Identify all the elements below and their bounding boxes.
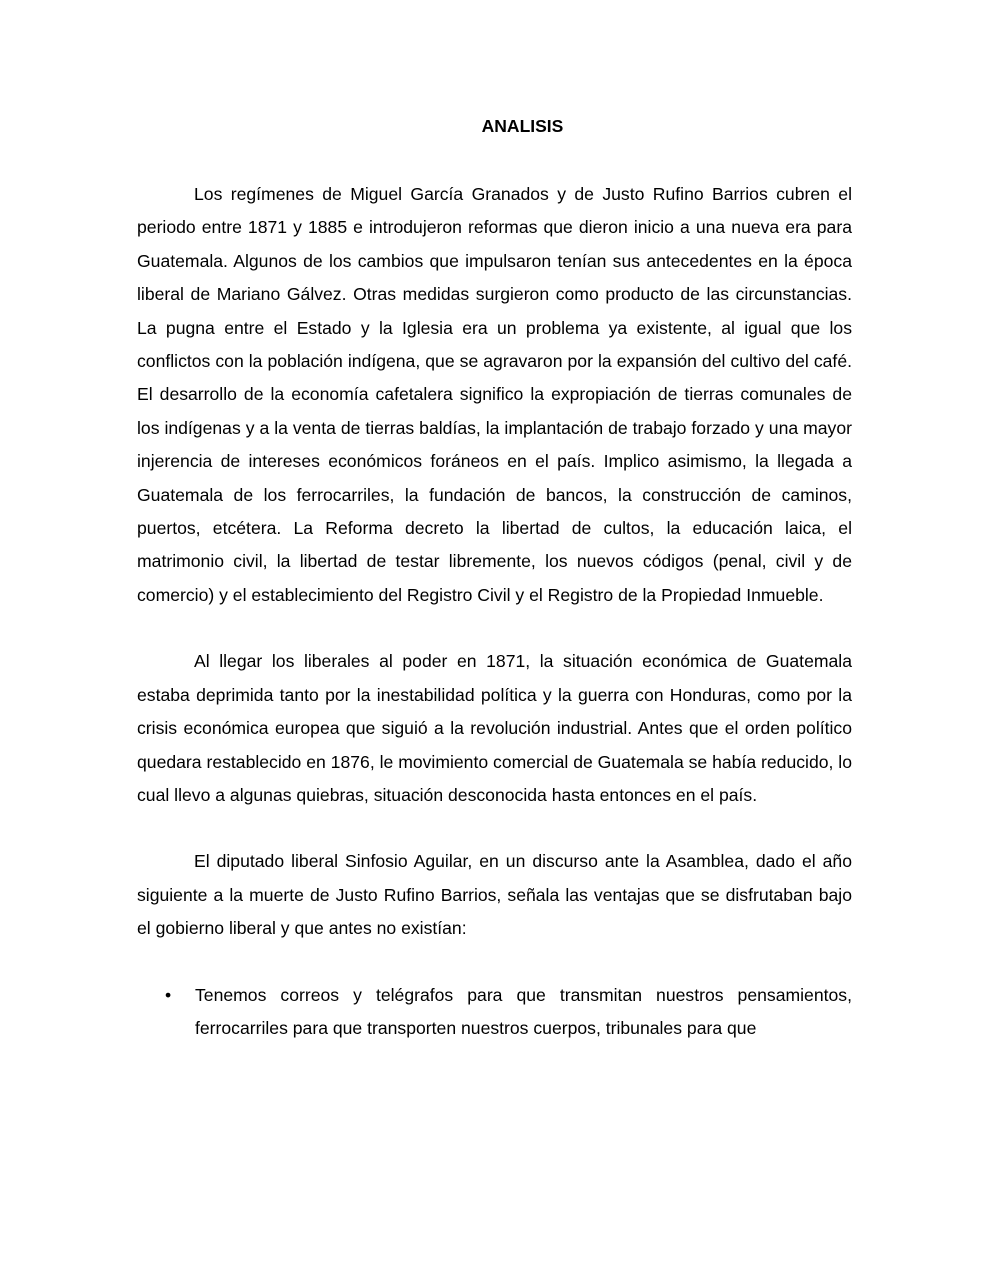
document-page <box>137 112 852 1045</box>
bullet-list <box>137 979 852 1046</box>
list-item <box>137 979 852 1046</box>
bullet-text: Tenemos correos y telégrafos para que transmitan nuestros pensamientos, ferrocarriles para que transporten nuestros cuerpos, tribunales para que <box>195 984 852 1038</box>
paragraph-reformas: Los regímenes de Miguel García Granados y de Justo Rufino Barrios cubren el periodo entre 1871 y 1885 e introdujeron reformas que dieron inicio a una nueva era para Guatemala. Algunos de los cambios que impulsaron tenían sus antecedentes en la época liberal de Mariano Gálvez. Otras medidas surgieron como producto de las circunstancias. La pugna entre el Estado y la Iglesia era un problema ya existente, al igual que los conflictos con la población indígena, que se agravaron por la expansión del cultivo del café. El desarrollo de la economía cafetalera significo la expropiación de tierras comunales de los indígenas y a la venta de tierras baldías, la implantación de trabajo forzado y una mayor injerencia de intereses económicos foráneos en el país. Implico asimismo, la llegada a Guatemala de los ferrocarriles, la fundación de bancos, la construcción de caminos, puertos, etcétera. La Reforma decreto la libertad de cultos, la educación laica, el matrimonio civil, la libertad de testar libremente, los nuevos códigos (penal, civil y de comercio) y el establecimiento del Registro Civil y el Registro de la Propiedad Inmueble. <box>137 184 852 605</box>
paragraph-situacion-economica: Al llegar los liberales al poder en 1871, la situación económica de Guatemala estaba deprimida tanto por la inestabilidad política y la guerra con Honduras, como por la crisis económica europea que siguió a la revolución industrial. Antes que el orden político quedara restablecido en 1876, le movimiento comercial de Guatemala se había reducido, lo cual llevo a algunas quiebras, situación desconocida hasta entonces en el país. <box>137 651 852 805</box>
paragraph-discurso-aguilar: El diputado liberal Sinfosio Aguilar, en un discurso ante la Asamblea, dado el año siguiente a la muerte de Justo Rufino Barrios, señala las ventajas que se disfrutaban bajo el gobierno liberal y que antes no existían: <box>137 851 852 939</box>
document-title: ANALISIS <box>481 116 564 136</box>
bullet-icon: • <box>165 984 172 1005</box>
